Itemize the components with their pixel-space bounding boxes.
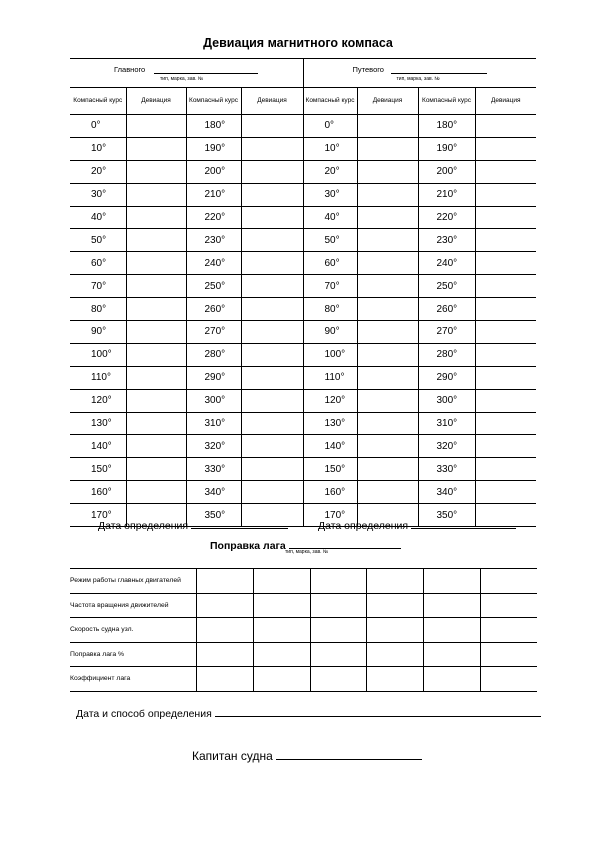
log-note: тип, марка, зав. № (285, 549, 329, 555)
deviation-right-cell[interactable] (475, 115, 536, 138)
course-left: 100° (70, 343, 126, 366)
course-left: 10° (70, 137, 126, 160)
log-value-cell[interactable] (310, 593, 366, 618)
log-value-cell[interactable] (196, 642, 253, 667)
main-compass-label: Главного (114, 65, 146, 74)
log-row-label: Режим работы главных двигателей (70, 569, 196, 594)
course-left: 70° (303, 275, 357, 298)
course-left: 90° (303, 321, 357, 344)
log-value-cell[interactable] (253, 642, 310, 667)
deviation-table (70, 58, 536, 527)
course-col-header: Компасный курс (418, 88, 475, 115)
log-value-cell[interactable] (310, 618, 366, 643)
deviation-right-cell[interactable] (241, 343, 303, 366)
course-right: 260° (418, 298, 475, 321)
course-right: 240° (418, 252, 475, 275)
deviation-left-cell[interactable] (126, 389, 186, 412)
log-row-label: Частота вращения движителей (70, 593, 196, 618)
captain-signature-field[interactable] (276, 749, 422, 760)
deviation-right-cell[interactable] (475, 366, 536, 389)
deviation-right-cell[interactable] (241, 275, 303, 298)
course-left: 80° (70, 298, 126, 321)
log-value-cell[interactable] (480, 667, 537, 692)
deviation-right-cell[interactable] (241, 137, 303, 160)
deviation-col-header: Девиация (357, 88, 418, 115)
deviation-left-cell[interactable] (357, 252, 418, 275)
deviation-right-cell[interactable] (475, 458, 536, 481)
course-left: 30° (70, 183, 126, 206)
deviation-col-header: Девиация (241, 88, 303, 115)
course-left: 140° (303, 435, 357, 458)
deviation-row (70, 206, 536, 229)
course-col-header: Компасный курс (70, 88, 126, 115)
deviation-row (70, 137, 536, 160)
course-right: 220° (418, 206, 475, 229)
deviation-left-cell[interactable] (357, 458, 418, 481)
deviation-right-cell[interactable] (475, 481, 536, 504)
page-title: Девиация магнитного компаса (203, 36, 393, 50)
deviation-right-cell[interactable] (475, 435, 536, 458)
course-right: 350° (186, 504, 241, 527)
log-row (70, 569, 537, 594)
course-left: 0° (303, 115, 357, 138)
deviation-right-cell[interactable] (241, 298, 303, 321)
deviation-left-cell[interactable] (357, 298, 418, 321)
course-left: 130° (303, 412, 357, 435)
course-left: 20° (70, 160, 126, 183)
log-value-cell[interactable] (423, 642, 480, 667)
course-right: 300° (186, 389, 241, 412)
course-right: 310° (186, 412, 241, 435)
course-right: 300° (418, 389, 475, 412)
log-value-cell[interactable] (196, 593, 253, 618)
deviation-row (70, 481, 536, 504)
deviation-row (70, 183, 536, 206)
deviation-right-cell[interactable] (475, 137, 536, 160)
course-right: 340° (186, 481, 241, 504)
course-right: 210° (418, 183, 475, 206)
deviation-left-cell[interactable] (126, 206, 186, 229)
main-compass-note: тип, марка, зав. № (160, 76, 204, 82)
course-right: 210° (186, 183, 241, 206)
deviation-left-cell[interactable] (126, 458, 186, 481)
deviation-right-cell[interactable] (475, 160, 536, 183)
course-left: 90° (70, 321, 126, 344)
course-left: 160° (70, 481, 126, 504)
deviation-left-cell[interactable] (126, 366, 186, 389)
steering-compass-field[interactable] (391, 73, 487, 74)
deviation-row (70, 389, 536, 412)
course-col-header: Компасный курс (303, 88, 357, 115)
course-right: 190° (186, 137, 241, 160)
deviation-right-cell[interactable] (475, 183, 536, 206)
date-determination-steering (318, 518, 516, 532)
deviation-right-cell[interactable] (241, 389, 303, 412)
deviation-left-cell[interactable] (357, 115, 418, 138)
course-left: 20° (303, 160, 357, 183)
deviation-row (70, 366, 536, 389)
course-right: 240° (186, 252, 241, 275)
course-right: 320° (186, 435, 241, 458)
steering-compass-note: тип, марка, зав. № (396, 76, 440, 82)
deviation-right-cell[interactable] (475, 343, 536, 366)
log-value-cell[interactable] (480, 593, 537, 618)
course-right: 180° (186, 115, 241, 138)
course-right: 310° (418, 412, 475, 435)
course-left: 80° (303, 298, 357, 321)
log-value-cell[interactable] (253, 593, 310, 618)
course-left: 170° (70, 504, 126, 527)
log-value-cell[interactable] (423, 618, 480, 643)
steering-compass-header (303, 59, 536, 88)
log-value-cell[interactable] (423, 569, 480, 594)
deviation-row (70, 298, 536, 321)
deviation-right-cell[interactable] (241, 115, 303, 138)
captain-label: Капитан судна (192, 749, 273, 763)
log-value-cell[interactable] (310, 642, 366, 667)
log-correction-label: Поправка лага (210, 540, 286, 552)
log-value-cell[interactable] (196, 569, 253, 594)
course-left: 160° (303, 481, 357, 504)
deviation-left-cell[interactable] (357, 435, 418, 458)
course-right: 190° (418, 137, 475, 160)
log-row (70, 618, 537, 643)
course-left: 40° (303, 206, 357, 229)
deviation-left-cell[interactable] (357, 412, 418, 435)
date-field[interactable] (191, 518, 288, 529)
log-correction-table (70, 568, 537, 692)
deviation-left-cell[interactable] (126, 298, 186, 321)
deviation-right-cell[interactable] (241, 183, 303, 206)
deviation-left-cell[interactable] (126, 252, 186, 275)
deviation-left-cell[interactable] (126, 435, 186, 458)
course-left: 170° (303, 504, 357, 527)
course-left: 0° (70, 115, 126, 138)
deviation-row (70, 115, 536, 138)
course-right: 250° (418, 275, 475, 298)
course-right: 330° (186, 458, 241, 481)
deviation-left-cell[interactable] (357, 389, 418, 412)
log-value-cell[interactable] (196, 618, 253, 643)
log-row (70, 642, 537, 667)
log-value-cell[interactable] (366, 569, 423, 594)
course-left: 60° (303, 252, 357, 275)
deviation-right-cell[interactable] (241, 366, 303, 389)
course-left: 150° (70, 458, 126, 481)
deviation-right-cell[interactable] (241, 206, 303, 229)
deviation-right-cell[interactable] (475, 275, 536, 298)
course-right: 200° (186, 160, 241, 183)
captain-signature (192, 749, 422, 763)
log-value-cell[interactable] (366, 667, 423, 692)
course-right: 340° (418, 481, 475, 504)
course-right: 330° (418, 458, 475, 481)
log-value-cell[interactable] (480, 618, 537, 643)
course-right: 220° (186, 206, 241, 229)
deviation-left-cell[interactable] (357, 160, 418, 183)
course-right: 200° (418, 160, 475, 183)
log-value-cell[interactable] (196, 667, 253, 692)
deviation-left-cell[interactable] (126, 183, 186, 206)
deviation-right-cell[interactable] (241, 435, 303, 458)
deviation-left-cell[interactable] (357, 229, 418, 252)
log-value-cell[interactable] (480, 569, 537, 594)
log-row-label: Поправка лага % (70, 642, 196, 667)
determination-method (76, 706, 541, 720)
course-left: 50° (70, 229, 126, 252)
course-right: 230° (418, 229, 475, 252)
log-value-cell[interactable] (253, 618, 310, 643)
deviation-right-cell[interactable] (475, 206, 536, 229)
log-value-cell[interactable] (253, 569, 310, 594)
course-left: 40° (70, 206, 126, 229)
deviation-left-cell[interactable] (126, 275, 186, 298)
date-field[interactable] (411, 518, 516, 529)
course-left: 140° (70, 435, 126, 458)
deviation-left-cell[interactable] (357, 206, 418, 229)
course-right: 280° (186, 343, 241, 366)
deviation-row (70, 435, 536, 458)
date-label: Дата определения (98, 520, 189, 532)
deviation-right-cell[interactable] (241, 412, 303, 435)
course-right: 270° (418, 321, 475, 344)
log-value-cell[interactable] (366, 618, 423, 643)
course-right: 270° (186, 321, 241, 344)
course-left: 50° (303, 229, 357, 252)
course-right: 350° (418, 504, 475, 527)
deviation-col-header: Девиация (475, 88, 536, 115)
steering-compass-label: Путевого (352, 65, 384, 74)
log-value-cell[interactable] (480, 642, 537, 667)
course-right: 230° (186, 229, 241, 252)
deviation-left-cell[interactable] (357, 481, 418, 504)
deviation-right-cell[interactable] (475, 321, 536, 344)
course-right: 290° (418, 366, 475, 389)
deviation-row (70, 275, 536, 298)
log-value-cell[interactable] (310, 569, 366, 594)
deviation-right-cell[interactable] (475, 252, 536, 275)
log-row-label: Коэффициент лага (70, 667, 196, 692)
deviation-row (70, 160, 536, 183)
deviation-col-header: Девиация (126, 88, 186, 115)
deviation-right-cell[interactable] (241, 481, 303, 504)
course-left: 30° (303, 183, 357, 206)
course-right: 250° (186, 275, 241, 298)
deviation-left-cell[interactable] (126, 137, 186, 160)
course-left: 10° (303, 137, 357, 160)
log-value-cell[interactable] (366, 642, 423, 667)
course-left: 120° (70, 389, 126, 412)
course-right: 320° (418, 435, 475, 458)
deviation-right-cell[interactable] (475, 389, 536, 412)
deviation-row (70, 229, 536, 252)
deviation-right-cell[interactable] (241, 229, 303, 252)
deviation-left-cell[interactable] (126, 412, 186, 435)
deviation-left-cell[interactable] (357, 343, 418, 366)
deviation-left-cell[interactable] (357, 137, 418, 160)
course-left: 110° (70, 366, 126, 389)
method-label: Дата и способ определения (76, 708, 212, 720)
deviation-left-cell[interactable] (126, 481, 186, 504)
course-left: 100° (303, 343, 357, 366)
deviation-row (70, 321, 536, 344)
log-row (70, 593, 537, 618)
deviation-right-cell[interactable] (475, 412, 536, 435)
deviation-right-cell[interactable] (475, 298, 536, 321)
course-left: 110° (303, 366, 357, 389)
deviation-left-cell[interactable] (126, 229, 186, 252)
deviation-left-cell[interactable] (357, 366, 418, 389)
deviation-row (70, 343, 536, 366)
deviation-left-cell[interactable] (357, 183, 418, 206)
log-row (70, 667, 537, 692)
method-field[interactable] (215, 706, 541, 717)
deviation-left-cell[interactable] (126, 321, 186, 344)
deviation-row (70, 252, 536, 275)
course-left: 150° (303, 458, 357, 481)
log-value-cell[interactable] (423, 593, 480, 618)
deviation-right-cell[interactable] (241, 321, 303, 344)
course-right: 260° (186, 298, 241, 321)
log-value-cell[interactable] (423, 667, 480, 692)
log-row-label: Скорость судна узл. (70, 618, 196, 643)
course-left: 70° (70, 275, 126, 298)
deviation-row (70, 412, 536, 435)
log-value-cell[interactable] (253, 667, 310, 692)
deviation-left-cell[interactable] (126, 343, 186, 366)
main-compass-header (70, 59, 303, 88)
course-left: 60° (70, 252, 126, 275)
deviation-row (70, 458, 536, 481)
course-right: 180° (418, 115, 475, 138)
course-col-header: Компасный курс (186, 88, 241, 115)
deviation-left-cell[interactable] (357, 321, 418, 344)
date-determination-main (98, 518, 288, 532)
log-value-cell[interactable] (310, 667, 366, 692)
deviation-right-cell[interactable] (241, 160, 303, 183)
deviation-left-cell[interactable] (126, 115, 186, 138)
deviation-right-cell[interactable] (241, 458, 303, 481)
deviation-left-cell[interactable] (357, 275, 418, 298)
log-value-cell[interactable] (366, 593, 423, 618)
date-label: Дата определения (318, 520, 409, 532)
log-type-field[interactable] (289, 538, 401, 549)
deviation-right-cell[interactable] (241, 252, 303, 275)
deviation-left-cell[interactable] (126, 160, 186, 183)
main-compass-field[interactable] (154, 73, 258, 74)
course-right: 290° (186, 366, 241, 389)
course-left: 130° (70, 412, 126, 435)
course-right: 280° (418, 343, 475, 366)
deviation-right-cell[interactable] (475, 229, 536, 252)
course-left: 120° (303, 389, 357, 412)
